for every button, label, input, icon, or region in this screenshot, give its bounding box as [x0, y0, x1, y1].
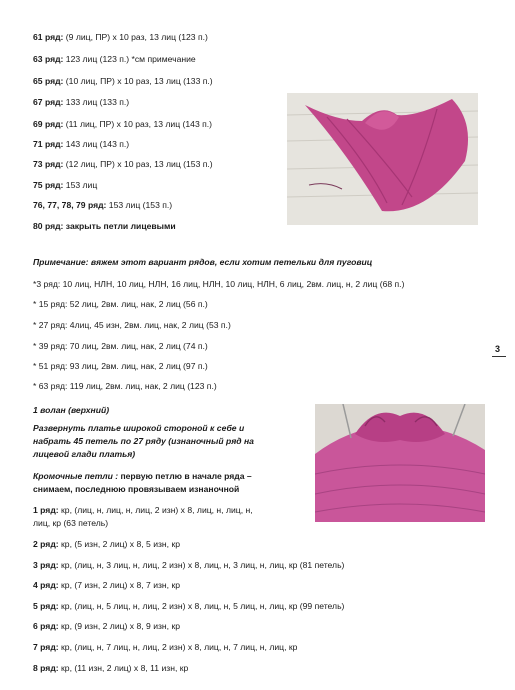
volan-row: [33, 560, 344, 571]
row-line: [33, 32, 208, 43]
row-label: 8 ряд:: [33, 663, 59, 673]
note-item: * 39 ряд: 70 лиц, 2вм. лиц, нак, 2 лиц (74 п.): [33, 341, 208, 351]
volan-instruction-2: набрать 45 петель по 27 ряду (изнаночный ряд на: [33, 436, 254, 446]
row-line: [33, 54, 196, 65]
volan-row: [33, 642, 297, 653]
volan-instruction-3: лицевой глади платья): [33, 449, 136, 459]
row-label: 75 ряд:: [33, 180, 64, 190]
volan-row: [33, 539, 180, 550]
row-text: (10 лиц, ПР) х 10 раз, 13 лиц (133 п.): [63, 76, 213, 86]
row-line: [33, 119, 212, 130]
page-number: 3: [495, 344, 501, 354]
row-text: 123 лиц (123 п.) *см примечание: [63, 54, 196, 64]
row-line: [33, 139, 129, 150]
row-text: кр, (5 изн, 2 лиц) х 8, 5 изн, кр: [58, 539, 180, 549]
row-text: 153 лиц (153 п.): [106, 200, 173, 210]
row-text: 133 лиц (133 п.): [63, 97, 130, 107]
row-label: 76, 77, 78, 79 ряд:: [33, 200, 107, 210]
row-text: кр, (лиц, н, 3 лиц, н, лиц, 2 изн) х 8, лиц, н, 3 лиц, н, лиц, кр (81 петель): [58, 560, 345, 570]
row-text: 153 лиц: [63, 180, 98, 190]
row-line: [33, 180, 97, 191]
row-label: 80 ряд: закрыть петли лицевыми: [33, 221, 176, 231]
row-line: [33, 200, 172, 211]
row-label: 4 ряд:: [33, 580, 59, 590]
row-line: [33, 159, 213, 170]
volan-row: [33, 580, 180, 591]
edge-loops-label: Кромочные петли :: [33, 471, 119, 481]
volan-row-1-cont: лиц, кр (63 петель): [33, 518, 109, 528]
row-label: 2 ряд:: [33, 539, 59, 549]
row-label: 7 ряд:: [33, 642, 59, 652]
edge-loops-line-1: [33, 471, 252, 482]
note-item: *3 ряд: 10 лиц, НЛН, 10 лиц, НЛН, 16 лиц, НЛН, 10 лиц, НЛН, 6 лиц, 2вм. лиц, н, 2 лиц (68 п.): [33, 279, 405, 289]
row-label: 69 ряд:: [33, 119, 64, 129]
row-line: [33, 97, 129, 108]
volan-row: [33, 663, 188, 674]
note-item: * 15 ряд: 52 лиц, 2вм. лиц, нак, 2 лиц (56 п.): [33, 299, 208, 309]
row-label: 3 ряд:: [33, 560, 59, 570]
page-number-rule: [492, 356, 506, 357]
row-text: 143 лиц (143 п.): [63, 139, 130, 149]
note-title: Примечание: вяжем этот вариант рядов, если хотим петельки для пуговиц: [33, 257, 373, 267]
row-label: 73 ряд:: [33, 159, 64, 169]
row-text: кр, (лиц, н, лиц, н, лиц, 2 изн) х 8, лиц, н, лиц, н,: [58, 505, 253, 515]
row-label: 61 ряд:: [33, 32, 64, 42]
row-text: кр, (9 изн, 2 лиц) х 8, 9 изн, кр: [58, 621, 180, 631]
row-text: (9 лиц, ПР) х 10 раз, 13 лиц (123 п.): [63, 32, 208, 42]
volan-row: [33, 601, 344, 612]
row-label: 63 ряд:: [33, 54, 64, 64]
row-label: 1 ряд:: [33, 505, 59, 515]
photo-knitted-yoke: [287, 93, 478, 225]
volan-row-1: [33, 505, 253, 516]
row-text: кр, (лиц, н, 7 лиц, н, лиц, 2 изн) х 8, лиц, н, 7 лиц, н, лиц, кр: [58, 642, 298, 652]
row-label: 67 ряд:: [33, 97, 64, 107]
row-label: 65 ряд:: [33, 76, 64, 86]
row-label: 5 ряд:: [33, 601, 59, 611]
row-label: 71 ряд:: [33, 139, 64, 149]
row-line: [33, 221, 176, 232]
volan-title: 1 волан (верхний): [33, 405, 110, 415]
row-text: кр, (11 изн, 2 лиц) х 8, 11 изн, кр: [58, 663, 189, 673]
photo-knitted-dress: [315, 404, 485, 522]
volan-row: [33, 621, 180, 632]
row-label: 6 ряд:: [33, 621, 59, 631]
edge-loops-text: первую петлю в начале ряда –: [118, 471, 252, 481]
volan-instruction-1: Развернуть платье широкой стороной к себе и: [33, 423, 245, 433]
row-line: [33, 76, 213, 87]
note-item: * 63 ряд: 119 лиц, 2вм. лиц, нак, 2 лиц (123 п.): [33, 381, 217, 391]
note-item: * 51 ряд: 93 лиц, 2вм. лиц, нак, 2 лиц (97 п.): [33, 361, 208, 371]
row-text: кр, (лиц, н, 5 лиц, н, лиц, 2 изн) х 8, лиц, н, 5 лиц, н, лиц, кр (99 петель): [58, 601, 345, 611]
row-text: (11 лиц, ПР) х 10 раз, 13 лиц (143 п.): [63, 119, 213, 129]
note-item: * 27 ряд: 4лиц, 45 изн, 2вм. лиц, нак, 2 лиц (53 п.): [33, 320, 231, 330]
row-text: (12 лиц, ПР) х 10 раз, 13 лиц (153 п.): [63, 159, 213, 169]
row-text: кр, (7 изн, 2 лиц) х 8, 7 изн, кр: [58, 580, 180, 590]
edge-loops-line-2: снимаем, последнюю провязываем изнаночной: [33, 484, 240, 494]
